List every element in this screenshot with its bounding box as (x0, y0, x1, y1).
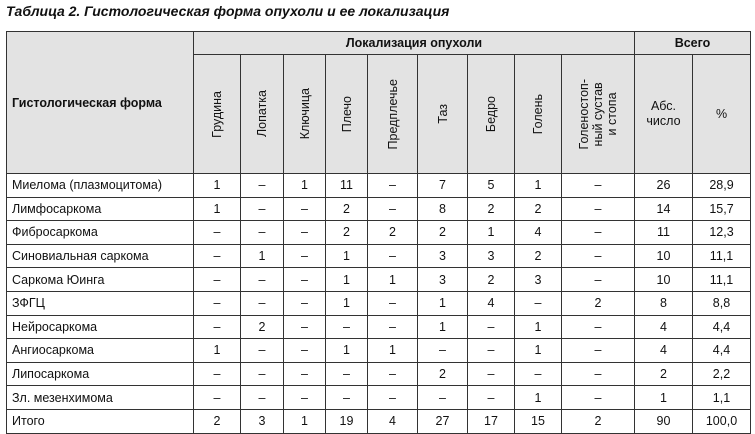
localization-column-header (418, 55, 468, 174)
localization-column-header (241, 55, 284, 174)
table-cell: 11 (326, 174, 368, 198)
table-cell: 1 (284, 174, 326, 198)
table-cell: 1 (515, 339, 562, 363)
table-cell: 1 (515, 315, 562, 339)
percent-cell: 12,3 (693, 221, 751, 245)
table-body (7, 174, 751, 434)
table-cell: 3 (418, 268, 468, 292)
table-row (7, 409, 751, 433)
table-cell: – (284, 291, 326, 315)
table-cell: 3 (241, 409, 284, 433)
table-cell: – (326, 386, 368, 410)
table-cell: 2 (562, 291, 635, 315)
table-cell: – (368, 315, 418, 339)
table-row (7, 291, 751, 315)
row-name: Липосаркома (7, 362, 194, 386)
row-name: Синовиальная саркома (7, 244, 194, 268)
percent-cell: 4,4 (693, 315, 751, 339)
localization-label: Ключица (297, 88, 312, 140)
table-cell: – (241, 362, 284, 386)
table-cell: – (562, 244, 635, 268)
table-cell: 2 (515, 244, 562, 268)
row-name: Нейросаркома (7, 315, 194, 339)
percent-cell: 8,8 (693, 291, 751, 315)
table-cell: – (284, 268, 326, 292)
percent-cell: 1,1 (693, 386, 751, 410)
table-cell: – (468, 386, 515, 410)
table-cell: – (368, 291, 418, 315)
row-name: Миелома (плазмоцитома) (7, 174, 194, 198)
table-row (7, 221, 751, 245)
table-cell: 2 (418, 362, 468, 386)
table-cell: – (194, 362, 241, 386)
table-cell: – (241, 339, 284, 363)
table-row (7, 339, 751, 363)
localization-label: Предплечье (385, 78, 400, 150)
table-cell: 4 (368, 409, 418, 433)
table-cell: – (562, 362, 635, 386)
table-cell: 2 (468, 268, 515, 292)
table-cell: – (562, 339, 635, 363)
table-cell: 1 (326, 291, 368, 315)
table-cell: 2 (241, 315, 284, 339)
table-cell: 1 (418, 315, 468, 339)
table-cell: – (241, 174, 284, 198)
localization-column-header (562, 55, 635, 174)
table-cell: – (194, 244, 241, 268)
table-row (7, 315, 751, 339)
table-cell: – (194, 386, 241, 410)
localization-column-header (515, 55, 562, 174)
abs-count-cell: 10 (635, 268, 693, 292)
row-name: Саркома Юинга (7, 268, 194, 292)
table-cell: – (241, 386, 284, 410)
abs-count-cell: 2 (635, 362, 693, 386)
table-cell: – (562, 221, 635, 245)
percent-cell: 28,9 (693, 174, 751, 198)
table-cell: – (515, 291, 562, 315)
localization-label: Голеностоп- ный сустав и стопа (577, 78, 619, 150)
data-table (6, 31, 751, 434)
table-cell: – (368, 244, 418, 268)
table-cell: 2 (418, 221, 468, 245)
table-cell: 2 (562, 409, 635, 433)
table-cell: 4 (468, 291, 515, 315)
percent-cell: 15,7 (693, 197, 751, 221)
table-row (7, 386, 751, 410)
table-cell: 2 (194, 409, 241, 433)
localization-label: Бедро (484, 95, 498, 133)
table-cell: – (562, 386, 635, 410)
table-header (7, 32, 751, 174)
table-cell: 1 (326, 244, 368, 268)
localization-label: Лопатка (255, 90, 269, 138)
row-name: Зл. мезенхимома (7, 386, 194, 410)
row-name: Лимфосаркома (7, 197, 194, 221)
abs-count-cell: 11 (635, 221, 693, 245)
table-cell: – (284, 315, 326, 339)
abs-count-cell: 90 (635, 409, 693, 433)
table-cell: 17 (468, 409, 515, 433)
percent-cell: 4,4 (693, 339, 751, 363)
localization-label: Таз (435, 104, 450, 124)
form-column-header: Гистологическая форма (7, 32, 194, 174)
table-cell: – (326, 362, 368, 386)
percent-cell: 100,0 (693, 409, 751, 433)
table-cell: 1 (515, 174, 562, 198)
row-name: Итого (7, 409, 194, 433)
table-cell: – (468, 362, 515, 386)
table-cell: – (284, 221, 326, 245)
abs-count-cell: 8 (635, 291, 693, 315)
table-cell: – (468, 339, 515, 363)
table-cell: – (284, 197, 326, 221)
localization-label: Грудина (210, 90, 224, 138)
abs-count-cell: 4 (635, 315, 693, 339)
table-cell: 7 (418, 174, 468, 198)
table-title: Таблица 2. Гистологическая форма опухоли и ее локализация (6, 3, 450, 19)
table-cell: 1 (418, 291, 468, 315)
total-header: Всего (635, 32, 751, 55)
table-cell: 1 (368, 268, 418, 292)
localization-column-header (326, 55, 368, 174)
table-cell: – (284, 339, 326, 363)
table-row (7, 268, 751, 292)
table-row (7, 244, 751, 268)
table-cell: 1 (368, 339, 418, 363)
table-cell: – (562, 174, 635, 198)
table-cell: – (241, 197, 284, 221)
table-cell: – (418, 386, 468, 410)
table-cell: 8 (418, 197, 468, 221)
percent-cell: 11,1 (693, 244, 751, 268)
table-cell: – (241, 291, 284, 315)
table-cell: 2 (326, 221, 368, 245)
table-cell: – (368, 174, 418, 198)
table-cell: – (562, 268, 635, 292)
table-cell: 2 (515, 197, 562, 221)
table-cell: 1 (194, 174, 241, 198)
localization-column-header (284, 55, 326, 174)
table-row (7, 197, 751, 221)
localization-label: Плечо (339, 95, 354, 133)
table-cell: 1 (241, 244, 284, 268)
table-cell: 3 (418, 244, 468, 268)
localization-header: Локализация опухоли (194, 32, 635, 55)
table-cell: 2 (468, 197, 515, 221)
table-cell: – (284, 386, 326, 410)
localization-column-header (368, 55, 418, 174)
percent-header: % (693, 55, 751, 174)
table-cell: – (368, 197, 418, 221)
row-name: Фибросаркома (7, 221, 194, 245)
table-cell: – (241, 268, 284, 292)
localization-column-header (468, 55, 515, 174)
table-cell: 27 (418, 409, 468, 433)
abs-count-cell: 14 (635, 197, 693, 221)
table-cell: – (284, 362, 326, 386)
table-cell: 1 (326, 339, 368, 363)
percent-cell: 11,1 (693, 268, 751, 292)
table-cell: 1 (284, 409, 326, 433)
table-cell: – (468, 315, 515, 339)
table-cell: – (194, 221, 241, 245)
table-cell: 19 (326, 409, 368, 433)
table-cell: – (368, 362, 418, 386)
row-name: Ангиосаркома (7, 339, 194, 363)
table-cell: 3 (468, 244, 515, 268)
table-cell: – (241, 221, 284, 245)
localization-label: Голень (531, 93, 545, 135)
table-cell: – (418, 339, 468, 363)
table-cell: 5 (468, 174, 515, 198)
abs-count-cell: 4 (635, 339, 693, 363)
table-cell: 1 (468, 221, 515, 245)
table-cell: – (194, 315, 241, 339)
row-name: ЗФГЦ (7, 291, 194, 315)
table-row (7, 362, 751, 386)
table-cell: – (368, 386, 418, 410)
table-cell: – (562, 197, 635, 221)
table-cell: 1 (194, 339, 241, 363)
abs-count-header: Абс. число (635, 55, 693, 174)
table-cell: 1 (326, 268, 368, 292)
table-cell: 2 (326, 197, 368, 221)
table-row (7, 174, 751, 198)
table-cell: 1 (194, 197, 241, 221)
abs-count-cell: 10 (635, 244, 693, 268)
table-cell: 1 (515, 386, 562, 410)
percent-cell: 2,2 (693, 362, 751, 386)
table-cell: – (284, 244, 326, 268)
table-cell: 2 (368, 221, 418, 245)
table-cell: – (562, 315, 635, 339)
table-cell: – (194, 291, 241, 315)
localization-column-header (194, 55, 241, 174)
table-cell: 3 (515, 268, 562, 292)
table-cell: 4 (515, 221, 562, 245)
table-cell: – (326, 315, 368, 339)
abs-count-cell: 26 (635, 174, 693, 198)
table-cell: 15 (515, 409, 562, 433)
table-cell: – (194, 268, 241, 292)
table-cell: – (515, 362, 562, 386)
abs-count-cell: 1 (635, 386, 693, 410)
